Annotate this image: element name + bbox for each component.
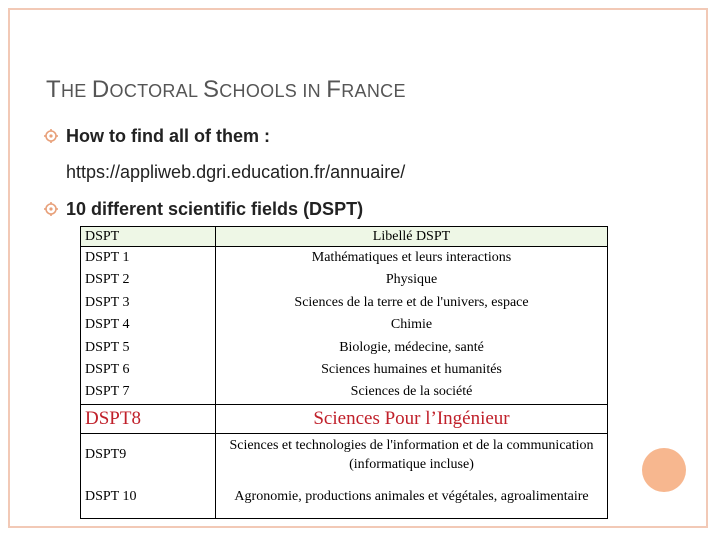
header-dspt: DSPT <box>81 227 216 247</box>
dspt-label: Sciences humaines et humanités <box>321 362 502 378</box>
header-libelle: Libellé DSPT <box>216 227 608 247</box>
dspt-label: Mathématiques et leurs interactions <box>311 250 512 265</box>
dspt-code: DSPT 5 <box>85 339 130 355</box>
bullet-text: How to find all of them : <box>66 126 270 146</box>
dspt-code: DSPT9 <box>81 433 216 476</box>
gear-bullet-icon <box>44 202 58 216</box>
decorative-circle <box>642 448 686 492</box>
dspt-label: Physique <box>385 272 438 288</box>
table-row-group <box>81 247 608 405</box>
annuaire-link[interactable]: https://appliweb.dgri.education.fr/annuaire/ <box>66 162 406 182</box>
dspt-label: Sciences et technologies de l'information et de la communication (informatique incluse) <box>216 433 608 476</box>
dspt-code: DSPT 1 <box>85 250 130 265</box>
slide-title: THE DOCTORAL SCHOOLS IN FRANCE <box>46 76 406 103</box>
table-row-dspt10 <box>81 476 608 519</box>
dspt-table <box>80 226 608 519</box>
dspt-code: DSPT 6 <box>85 362 130 378</box>
table-header-row <box>81 227 608 247</box>
dspt-codes-cell <box>81 247 216 405</box>
bullet-text: 10 different scientific fields (DSPT) <box>66 199 364 219</box>
dspt-label: Sciences Pour l’Ingénieur <box>216 404 608 433</box>
dspt-code: DSPT8 <box>81 404 216 433</box>
gear-bullet-icon <box>44 129 58 143</box>
dspt-code: DSPT 7 <box>85 384 130 400</box>
table-row-dspt9 <box>81 433 608 476</box>
dspt-code: DSPT 3 <box>85 294 130 310</box>
dspt-label: Chimie <box>390 317 433 333</box>
dspt-label: Agronomie, productions animales et végétales, agroalimentaire <box>216 476 608 519</box>
dspt-code: DSPT 4 <box>85 317 130 333</box>
dspt-label: Sciences de la société <box>350 384 473 400</box>
table-row-dspt8 <box>81 404 608 433</box>
dspt-code: DSPT 10 <box>81 476 216 519</box>
dspt-code: DSPT 2 <box>85 272 130 288</box>
dspt-label: Biologie, médecine, santé <box>339 339 484 355</box>
dspt-labels-cell <box>216 247 608 405</box>
dspt-label: Sciences de la terre et de l'univers, espace <box>294 294 529 310</box>
